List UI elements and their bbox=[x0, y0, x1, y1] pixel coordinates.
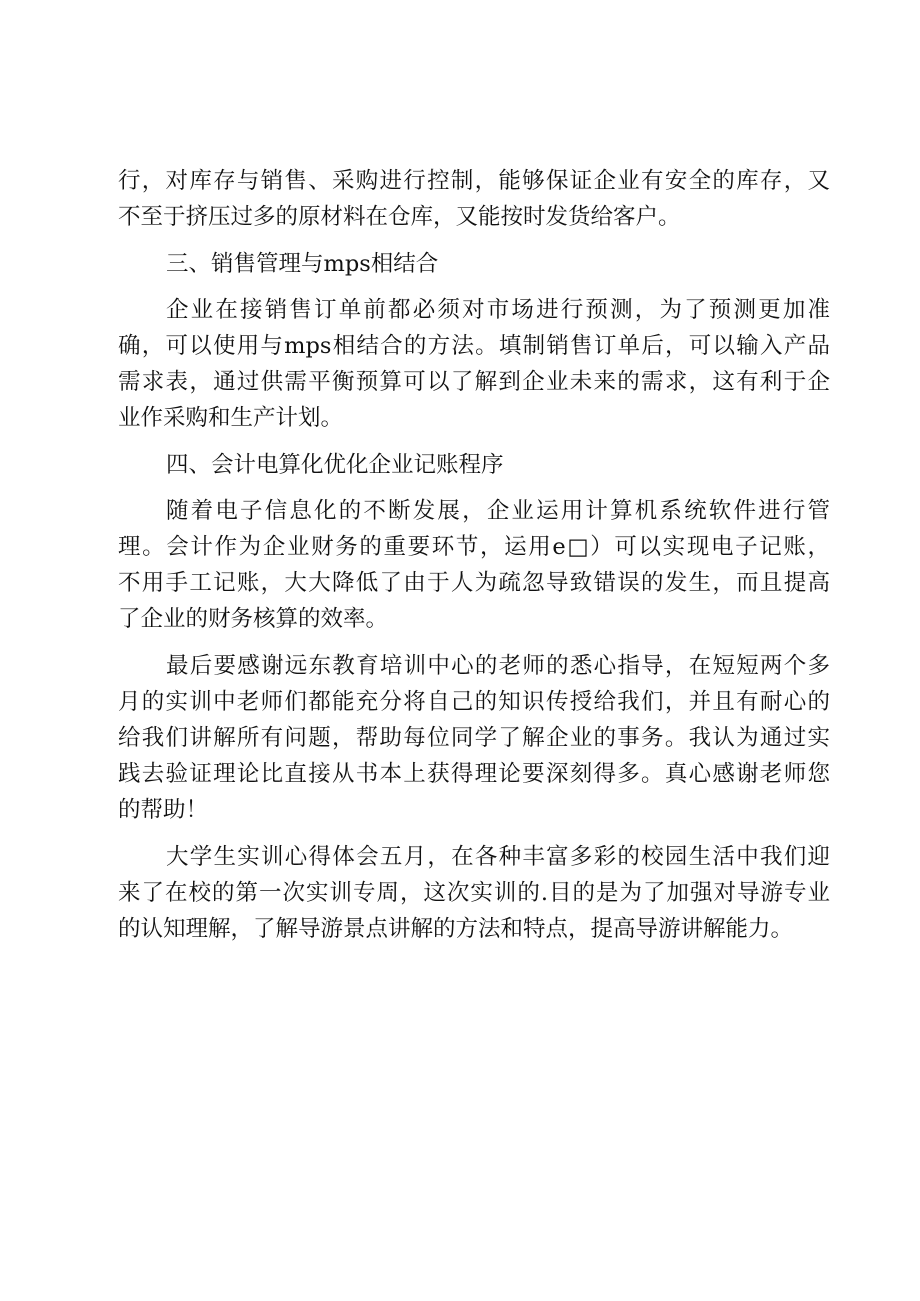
heading-line: 三、销售管理与mps相结合 bbox=[166, 250, 439, 277]
text-line: 了企业的财务核算的效率。 bbox=[118, 606, 389, 633]
text-line: 理。会计作为企业财务的重要环节，运用e□）可以实现电子记账， bbox=[118, 534, 830, 561]
text-line: 不用手工记账，大大降低了由于人为疏忽导致错误的发生，而且提高 bbox=[118, 570, 830, 597]
text-line: 月的实训中老师们都能充分将自己的知识传授给我们，并且有耐心的 bbox=[118, 688, 830, 715]
text-line: 随着电子信息化的不断发展，企业运用计算机系统软件进行管 bbox=[166, 498, 830, 525]
text-line: 来了在校的第一次实训专周，这次实训的.目的是为了加强对导游专业 bbox=[118, 879, 830, 906]
paragraph-sales-forecast bbox=[118, 292, 830, 436]
text-line: 确，可以使用与mps相结合的方法。填制销售订单后，可以输入产品 bbox=[118, 333, 830, 360]
text-line: 行，对库存与销售、采购进行控制，能够保证企业有安全的库存，又 bbox=[118, 168, 830, 194]
text-line: 大学生实训心得体会五月，在各种丰富多彩的校园生活中我们迎 bbox=[166, 843, 830, 870]
text-line: 不至于挤压过多的原材料在仓库，又能按时发货给客户。 bbox=[118, 204, 681, 230]
text-line: 业作采购和生产计划。 bbox=[118, 405, 344, 432]
text-line: 需求表，通过供需平衡预算可以了解到企业未来的需求，这有利于企 bbox=[118, 369, 830, 396]
text-line: 最后要感谢远东教育培训中心的老师的悉心指导，在短短两个多 bbox=[166, 652, 830, 679]
text-line: 践去验证理论比直接从书本上获得理论要深刻得多。真心感谢老师您 bbox=[118, 760, 830, 787]
paragraph-inventory-control bbox=[118, 163, 830, 235]
text-line: 的认知理解，了解导游景点讲解的方法和特点，提高导游讲解能力。 bbox=[118, 915, 794, 942]
paragraph-training-experience bbox=[118, 839, 830, 947]
text-line: 企业在接销售订单前都必须对市场进行预测，为了预测更加准 bbox=[166, 297, 830, 324]
text-line: 的帮助！ bbox=[118, 796, 209, 823]
section-heading-sales-mps bbox=[118, 246, 830, 282]
paragraph-electronic-accounting bbox=[118, 493, 830, 637]
document-body bbox=[118, 163, 830, 947]
paragraph-acknowledgement bbox=[118, 648, 830, 828]
section-heading-accounting bbox=[118, 447, 830, 483]
text-line: 给我们讲解所有问题，帮助每位同学了解企业的事务。我认为通过实 bbox=[118, 724, 830, 751]
heading-line: 四、会计电算化优化企业记账程序 bbox=[166, 451, 504, 478]
